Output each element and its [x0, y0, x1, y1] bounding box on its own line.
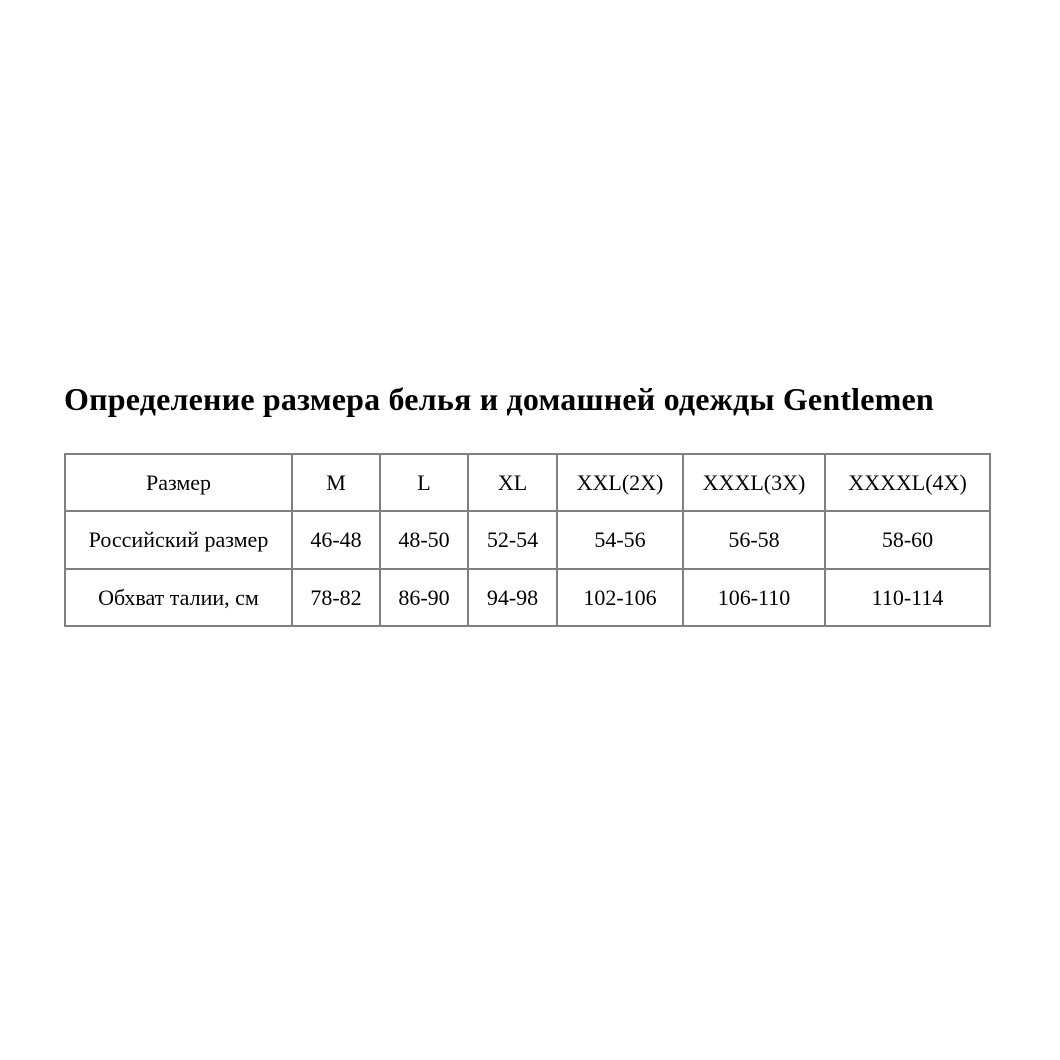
table-row-russian-size — [65, 511, 990, 569]
table-header-row — [65, 454, 990, 511]
cell-waist-xxxxl: 110-114 — [825, 569, 990, 626]
table-row-waist — [65, 569, 990, 626]
row-label-waist: Обхват талии, см — [65, 569, 292, 626]
header-cell-xl: XL — [468, 454, 557, 511]
header-cell-l: L — [380, 454, 468, 511]
header-cell-m: M — [292, 454, 380, 511]
cell-russian-xxl: 54-56 — [557, 511, 683, 569]
cell-waist-l: 86-90 — [380, 569, 468, 626]
header-cell-xxxl: XXXL(3X) — [683, 454, 825, 511]
header-cell-size-label: Размер — [65, 454, 292, 511]
size-table — [64, 453, 991, 627]
cell-waist-xl: 94-98 — [468, 569, 557, 626]
cell-russian-xl: 52-54 — [468, 511, 557, 569]
cell-waist-xxl: 102-106 — [557, 569, 683, 626]
cell-russian-l: 48-50 — [380, 511, 468, 569]
cell-russian-xxxl: 56-58 — [683, 511, 825, 569]
header-cell-xxl: XXL(2X) — [557, 454, 683, 511]
header-cell-xxxxl: XXXXL(4X) — [825, 454, 990, 511]
cell-waist-m: 78-82 — [292, 569, 380, 626]
cell-russian-xxxxl: 58-60 — [825, 511, 990, 569]
cell-waist-xxxl: 106-110 — [683, 569, 825, 626]
cell-russian-m: 46-48 — [292, 511, 380, 569]
page-title: Определение размера белья и домашней одежды Gentlemen — [64, 381, 934, 417]
row-label-russian-size: Российский размер — [65, 511, 292, 569]
